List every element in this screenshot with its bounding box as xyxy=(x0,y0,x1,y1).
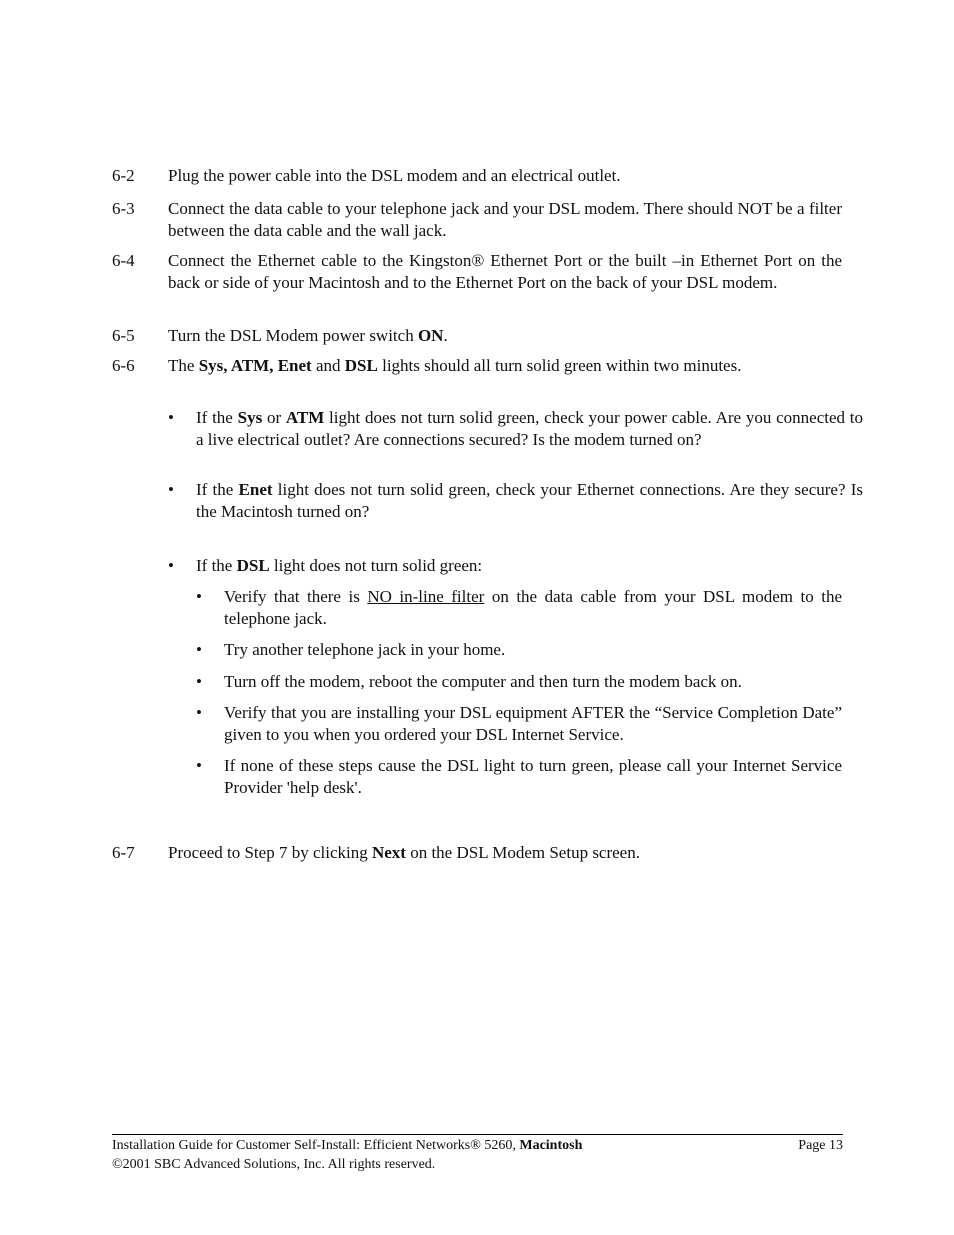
text-segment: Proceed to Step 7 by clicking xyxy=(168,843,372,862)
bullet-text xyxy=(224,586,842,630)
subbullet-help-desk xyxy=(196,755,842,799)
bold-text: ON xyxy=(417,326,444,345)
step-number: 6-7 xyxy=(112,843,135,862)
text-segment: . xyxy=(443,326,448,345)
bold-text: Sys xyxy=(237,408,263,427)
text-segment: and xyxy=(311,356,345,375)
bullet-dot: • xyxy=(168,556,174,575)
text-segment: lights should all turn solid green within two minutes. xyxy=(377,356,742,375)
bullet-text xyxy=(196,407,863,451)
bullet-text xyxy=(196,479,863,523)
step-text xyxy=(168,325,842,347)
bullet-enet xyxy=(168,479,863,523)
footer-copyright: ©2001 SBC Advanced Solutions, Inc. All rights reserved. xyxy=(112,1157,436,1172)
bullet-dsl xyxy=(168,555,863,577)
subbullet-reboot xyxy=(196,671,842,693)
step-number: 6-2 xyxy=(112,166,135,185)
step-6-7 xyxy=(112,842,842,864)
text-segment: If the xyxy=(196,556,237,575)
bold-text: Enet xyxy=(238,480,273,499)
footer-divider xyxy=(112,1134,843,1135)
step-6-6 xyxy=(112,355,842,377)
underlined-text: NO in-line filter xyxy=(367,587,485,606)
bold-text: Sys, ATM, Enet xyxy=(198,356,312,375)
text-segment: light does not turn solid green, check your power cable. Are you connected to a live electrical outlet? Are connections secured? Is the modem turned on? xyxy=(196,408,863,449)
subbullet-another-jack xyxy=(196,639,842,661)
step-text: Connect the Ethernet cable to the Kingston® Ethernet Port or the built –in Ethernet Port on the back or side of your Macintosh and to the Ethernet Port on the back of your DSL modem. xyxy=(168,251,842,292)
bold-text: DSL xyxy=(344,356,378,375)
step-text xyxy=(168,355,842,377)
text-segment: or xyxy=(262,408,286,427)
bullet-sys-atm xyxy=(168,407,863,451)
step-text: Connect the data cable to your telephone jack and your DSL modem. There should NOT be a filter between the data cable and the wall jack. xyxy=(168,199,842,240)
bold-text: ATM xyxy=(285,408,325,427)
text-segment: Turn the DSL Modem power switch xyxy=(168,326,418,345)
step-text: Plug the power cable into the DSL modem and an electrical outlet. xyxy=(168,166,621,185)
bullet-dot: • xyxy=(196,703,202,722)
text-segment: If the xyxy=(196,480,239,499)
bullet-text: Try another telephone jack in your home. xyxy=(224,640,506,659)
step-6-3 xyxy=(112,198,842,242)
text-segment: light does not turn solid green: xyxy=(269,556,483,575)
bullet-text: If none of these steps cause the DSL light to turn green, please call your Internet Service Provider 'help desk'. xyxy=(224,756,842,797)
text-segment: If the xyxy=(196,408,238,427)
footer-platform: Macintosh xyxy=(519,1138,583,1153)
step-text xyxy=(168,842,842,864)
footer-guide-title: Installation Guide for Customer Self-Install: Efficient Networks® 5260, xyxy=(112,1138,520,1153)
text-segment: The xyxy=(168,356,199,375)
text-segment: light does not turn solid green, check your Ethernet connections. Are they secure? Is the Macintosh turned on? xyxy=(196,480,863,521)
step-6-4 xyxy=(112,250,842,294)
footer-line-1 xyxy=(112,1136,843,1155)
step-number: 6-3 xyxy=(112,199,135,218)
page-number: Page 13 xyxy=(798,1138,843,1153)
text-segment: on the DSL Modem Setup screen. xyxy=(405,843,640,862)
step-number: 6-4 xyxy=(112,251,135,270)
step-6-2 xyxy=(112,165,842,187)
subbullet-completion-date xyxy=(196,702,842,746)
bullet-dot: • xyxy=(196,672,202,691)
bullet-text: Turn off the modem, reboot the computer and then turn the modem back on. xyxy=(224,672,742,691)
bullet-dot: • xyxy=(196,587,202,606)
step-6-5 xyxy=(112,325,842,347)
bold-text: Next xyxy=(371,843,406,862)
bullet-text: Verify that you are installing your DSL equipment AFTER the “Service Completion Date” given to you when you ordered your DSL Internet Service. xyxy=(224,703,842,744)
step-number: 6-5 xyxy=(112,326,135,345)
subbullet-inline-filter xyxy=(196,586,842,630)
bullet-dot: • xyxy=(168,408,174,427)
bullet-dot: • xyxy=(196,756,202,775)
bullet-dot: • xyxy=(168,480,174,499)
bullet-dot: • xyxy=(196,640,202,659)
text-segment: Verify that there is xyxy=(224,587,368,606)
bullet-text xyxy=(196,555,863,577)
bold-text: DSL xyxy=(236,556,270,575)
step-number: 6-6 xyxy=(112,356,135,375)
text-segment: on the data cable from your DSL modem to the telephone jack. xyxy=(224,587,842,628)
